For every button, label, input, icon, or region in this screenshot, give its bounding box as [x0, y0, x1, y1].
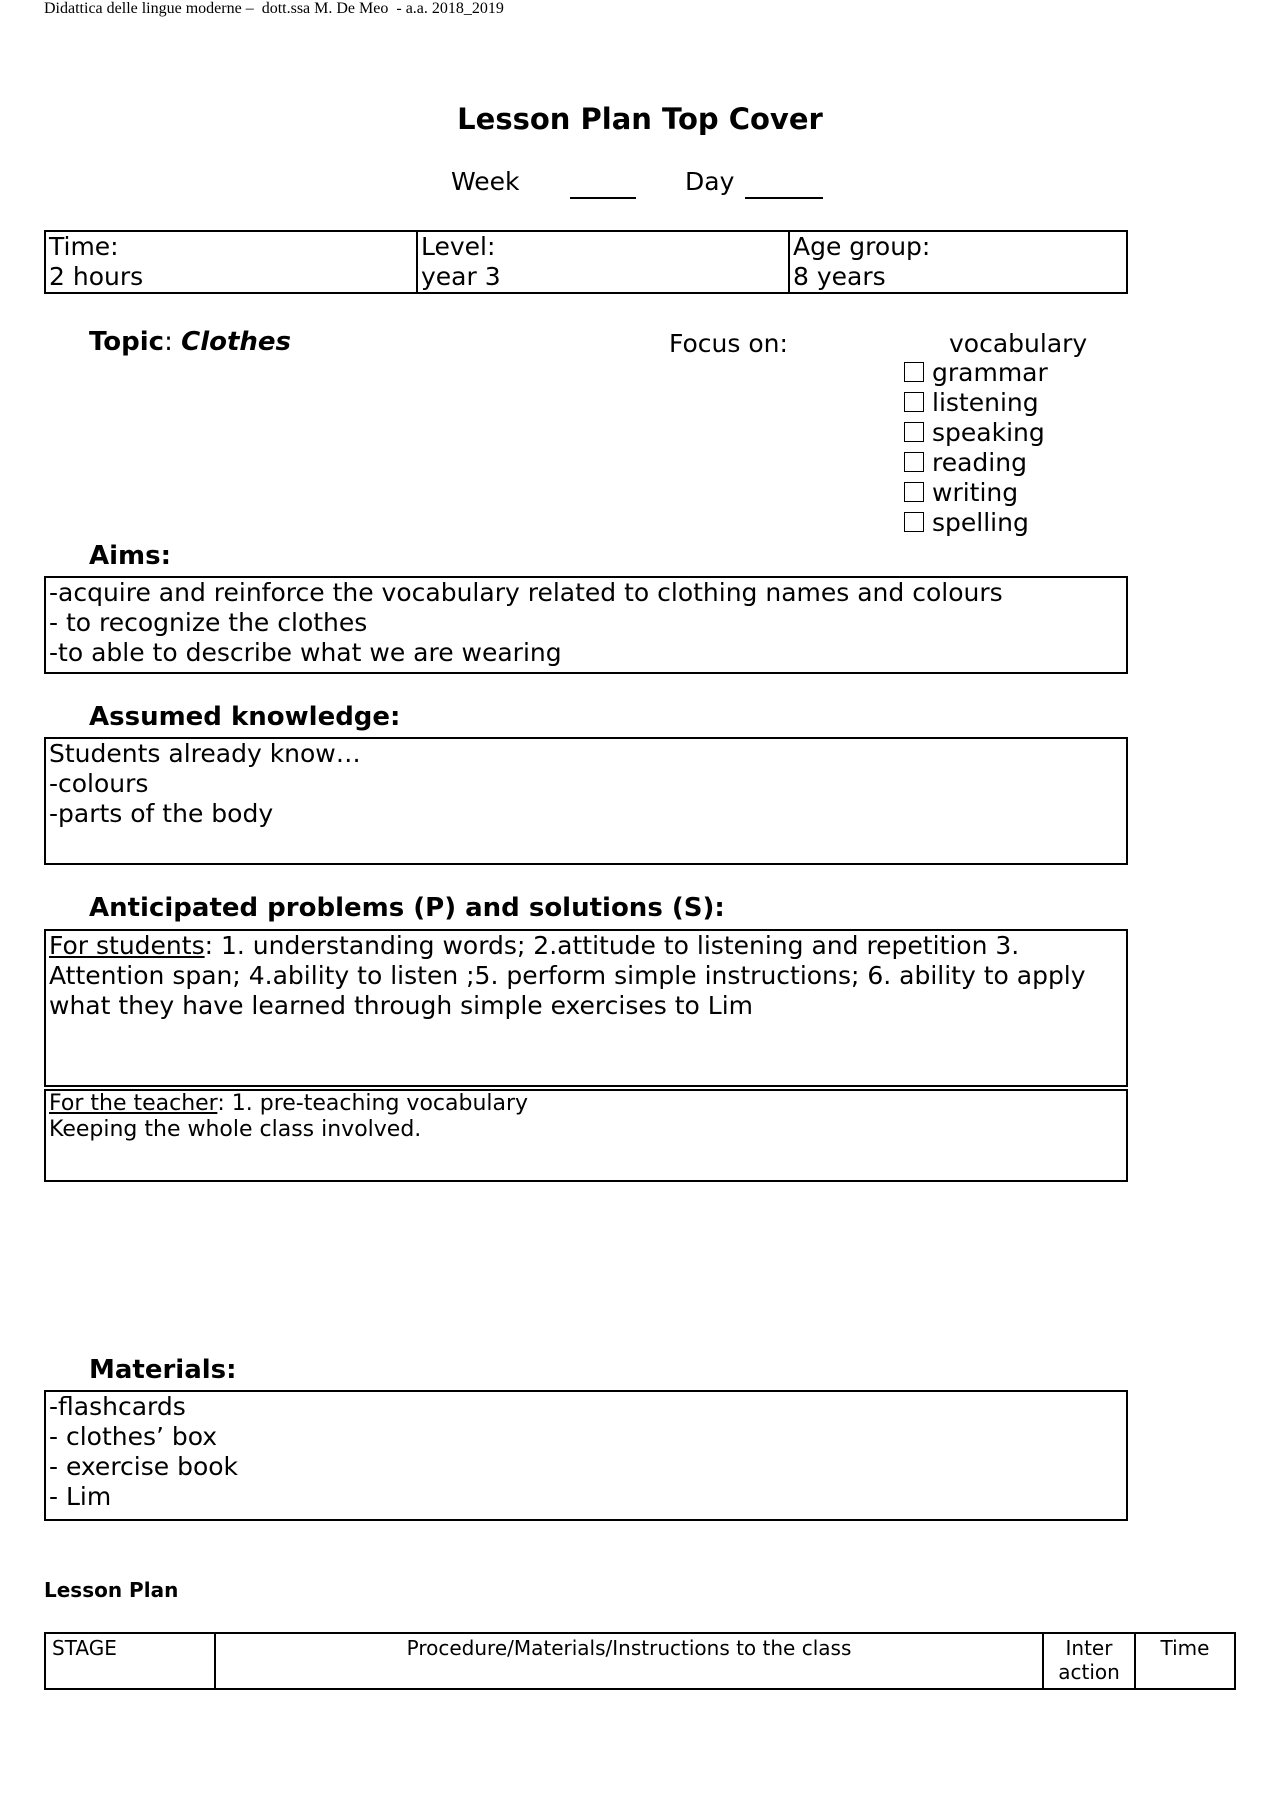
checkbox-icon[interactable]: [904, 392, 924, 412]
time-label: Time:: [49, 232, 119, 261]
aims-line: - to recognize the clothes: [49, 608, 368, 637]
focus-option-reading[interactable]: reading: [904, 448, 1048, 478]
level-value: year 3: [421, 262, 501, 291]
checkbox-icon[interactable]: [904, 452, 924, 472]
assumed-label: Assumed knowledge:: [89, 702, 401, 732]
level-label: Level:: [421, 232, 496, 261]
students-text: : 1. understanding words; 2.attitude to listening and repetition 3. Attention span; 4.ability to listen ;5. perform simple instructions; 6. ability to apply what they have learned through simple exercises to Lim: [49, 931, 1086, 1020]
week-blank: [570, 169, 636, 199]
stage-header: STAGE: [45, 1633, 215, 1689]
topic-value: Clothes: [181, 327, 292, 357]
aims-line: -acquire and reinforce the vocabulary related to clothing names and colours: [49, 578, 1003, 607]
focus-option-grammar[interactable]: grammar: [904, 358, 1048, 388]
aims-label: Aims:: [89, 541, 171, 571]
teacher-text: : 1. pre-teaching vocabulary: [217, 1091, 529, 1116]
lesson-plan-table: [44, 1632, 1236, 1690]
time-cell: [45, 231, 417, 293]
age-label: Age group:: [793, 232, 931, 261]
focus-option-writing[interactable]: writing: [904, 478, 1048, 508]
materials-box: [44, 1390, 1128, 1521]
procedure-header: Procedure/Materials/Instructions to the class: [215, 1633, 1043, 1689]
day-blank: [745, 169, 823, 199]
checkbox-icon[interactable]: [904, 482, 924, 502]
materials-line: -flashcards: [49, 1392, 186, 1421]
page-header: Didattica delle lingue moderne – dott.ssa M. De Meo - a.a. 2018_2019: [44, 0, 504, 17]
checkbox-icon[interactable]: [904, 422, 924, 442]
time-value: 2 hours: [49, 262, 144, 291]
focus-option-listening[interactable]: listening: [904, 388, 1048, 418]
teacher-text-2: Keeping the whole class involved.: [49, 1117, 422, 1142]
materials-line: - exercise book: [49, 1452, 239, 1481]
focus-options: [904, 358, 1048, 538]
focus-option-speaking[interactable]: speaking: [904, 418, 1048, 448]
students-label: For students: [49, 931, 205, 960]
problems-label: Anticipated problems (P) and solutions (S):: [89, 893, 725, 923]
topic-line: Topic: Clothes: [89, 327, 292, 357]
assumed-line: Students already know…: [49, 739, 361, 768]
day-label: Day: [685, 167, 735, 196]
teacher-problems-box: [44, 1089, 1128, 1182]
interaction-header: Inter action: [1043, 1633, 1135, 1689]
age-value: 8 years: [793, 262, 886, 291]
aims-box: [44, 576, 1128, 674]
level-cell: [417, 231, 789, 293]
focus-label: Focus on:: [669, 329, 788, 358]
focus-selected: vocabulary: [949, 329, 1088, 358]
assumed-line: -parts of the body: [49, 799, 274, 828]
age-cell: [789, 231, 1127, 293]
week-label: Week: [451, 167, 520, 196]
time-header: Time: [1135, 1633, 1235, 1689]
lesson-plan-label: Lesson Plan: [44, 1578, 179, 1602]
checkbox-icon[interactable]: [904, 512, 924, 532]
aims-line: -to able to describe what we are wearing: [49, 638, 562, 667]
students-problems-box: [44, 929, 1128, 1087]
checkbox-icon[interactable]: [904, 362, 924, 382]
materials-line: - clothes’ box: [49, 1422, 218, 1451]
teacher-label: For the teacher: [49, 1091, 218, 1116]
topic-label: Topic: [89, 327, 165, 357]
focus-option-spelling[interactable]: spelling: [904, 508, 1048, 538]
materials-line: - Lim: [49, 1482, 112, 1511]
materials-label: Materials:: [89, 1355, 237, 1385]
info-table: [44, 230, 1128, 294]
assumed-box: [44, 737, 1128, 865]
page-title: Lesson Plan Top Cover: [457, 102, 823, 136]
assumed-line: -colours: [49, 769, 149, 798]
